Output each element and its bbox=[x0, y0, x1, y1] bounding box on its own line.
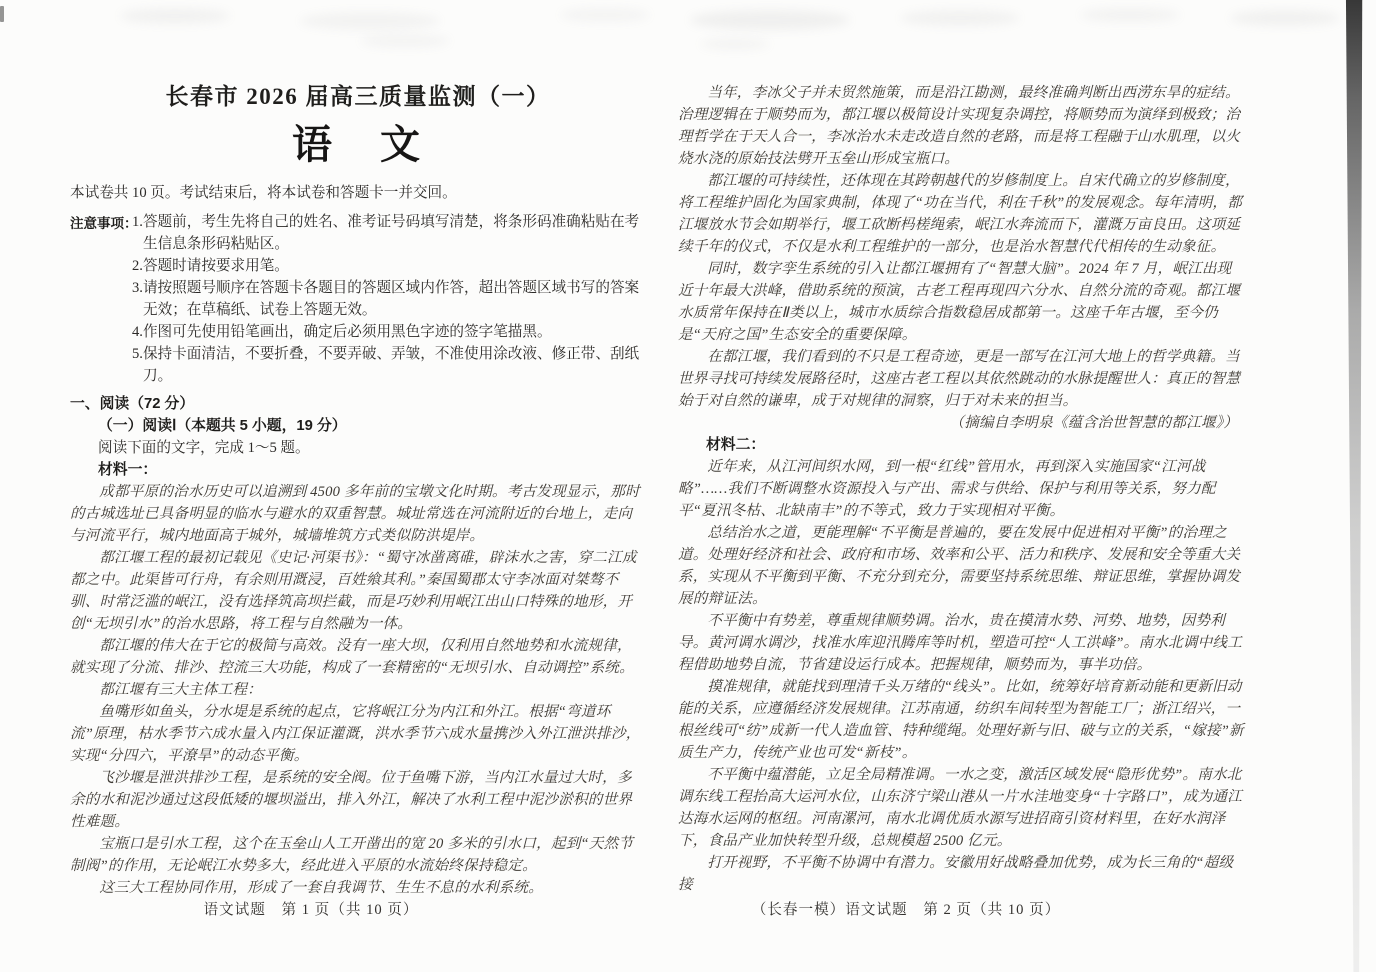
page-2 bbox=[678, 82, 1244, 896]
material-1-paragraph-1: 成都平原的治水历史可以追溯到 4500 多年前的宝墩文化时期。考古发现显示，那时的古城选址已具备明显的临水与避水的双重智慧。城址常选在河流附近的台地上，走向与河流平行，城内地面高于城外，城墙堆筑方式类似防洪堤岸。 bbox=[70, 484, 640, 544]
scan-corner-mark bbox=[0, 6, 4, 22]
material-2-paragraph-3: 不平衡中有势差，尊重规律顺势调。治水，贵在摸清水势、河势、地势，因势利导。黄河调水调沙，找准水库迎汛腾库等时机，塑造可控“人工洪峰”。南水北调中线工程借助地势自流，节省建设运行成本。把握规律，顺势而为，事半功倍。 bbox=[678, 613, 1243, 673]
notices-label: 注意事项： bbox=[70, 216, 138, 231]
material-2-label: 材料二： bbox=[706, 437, 766, 453]
page-2-footer: （长春一模）语文试题 第 2 页（共 10 页） bbox=[751, 902, 1061, 918]
material-1-continued-paragraph-3: 同时，数字孪生系统的引入让都江堰拥有了“智慧大脑”。2024 年 7 月，岷江出现近十年最大洪峰，借助系统的预演，古老工程再现四六分水、自然分流的奇观。都江堰水质常年保持在Ⅱ类以上，城市水质综合指数稳居成都第一。这座千年古堰，至今仍是“天府之国”生态安全的重要保障。 bbox=[678, 261, 1241, 343]
reading-instruction: 阅读下面的文字，完成 1～5 题。 bbox=[98, 440, 310, 456]
material-1-paragraph-5: 鱼嘴形如鱼头，分水堤是系统的起点，它将岷江分为内江和外江。根据“弯道环流”原理，枯水季节六成水量入内江保证灌溉，洪水季节六成水量携沙入外江泄洪排沙，实现“分四六，平潦旱”的动态平衡。 bbox=[70, 704, 641, 764]
notices-block bbox=[70, 211, 646, 387]
material-1-continued-paragraph-4: 在都江堰，我们看到的不只是工程奇迹，更是一部写在江河大地上的哲学典籍。当世界寻找可持续发展路径时，这座古老工程以其依然跳动的水脉提醒世人：真正的智慧始于对自然的谦卑，成于对规律的洞察，归于对未来的担当。 bbox=[678, 349, 1241, 409]
exam-title: 长春市 2026 届高三质量监测（一） bbox=[165, 84, 551, 109]
notice-item-5: 5.保持卡面清洁，不要折叠，不要弄破、弄皱，不准使用涂改液、修正带、刮纸刀。 bbox=[132, 346, 640, 384]
material-2-paragraph-1: 近年来，从江河间织水网，到一根“红线”管用水，再到深入实施国家“江河战略”……我们不断调整水资源投入与产出、需求与供给、保护与利用等关系，努力配平“夏汛冬枯、北缺南丰”的不等式，致力于实现相对平衡。 bbox=[678, 459, 1216, 519]
exam-intro: 本试卷共 10 页。考试结束后，将本试卷和答题卡一并交回。 bbox=[70, 185, 457, 201]
material-1-label: 材料一： bbox=[98, 462, 158, 478]
material-2-paragraph-4: 摸准规律，就能找到理清千头万绪的“线头”。比如，统筹好培育新动能和更新旧动能的关系，应遵循经济发展规律。江苏南通，纺织车间转型为智能工厂；浙江绍兴，一根丝线可“纺”成新一代人造血管、特种缆绳。处理好新与旧、破与立的关系，“嫁接”新质生产力，传统产业也可发“新枝”。 bbox=[678, 679, 1244, 761]
notice-item-2: 2.答题时请按要求用笔。 bbox=[132, 258, 289, 274]
material-1-paragraph-2: 都江堰工程的最初记载见《史记·河渠书》：“蜀守冰凿离碓，辟沫水之害，穿二江成都之中。此渠皆可行舟，有余则用溉浸，百姓飨其利。”秦国蜀郡太守李冰面对桀骜不驯、时常泛滥的岷江，没有选择筑高坝拦截，而是巧妙利用岷江出山口特殊的地形，开创“无坝引水”的治水思路，将工程与自然融为一体。 bbox=[70, 550, 637, 632]
material-1-continued-paragraph-2: 都江堰的可持续性，还体现在其跨朝越代的岁修制度上。自宋代确立的岁修制度，将工程维护固化为国家典制，体现了“功在当代，利在千秋”的发展观念。每年清明，都江堰放水节会如期举行，堰工砍断杩槎绳索，岷江水奔流而下，灌溉万亩良田。这项延续千年的仪式，不仅是水利工程维护的一部分，也是治水智慧代代相传的生动象征。 bbox=[678, 173, 1243, 255]
material-1-continued-paragraph-1: 当年，李冰父子并未贸然施策，而是沿江勘测，最终准确判断出西涝东旱的症结。治理逻辑在于顺势而为，都江堰以极简设计实现复杂调控，将顺势而为演绎到极致；治理哲学在于天人合一，李冰治水未走改造自然的老路，而是将工程融于山水肌理，以火烧水浇的原始技法劈开玉垒山形成宝瓶口。 bbox=[678, 85, 1241, 167]
notices-list bbox=[70, 211, 646, 387]
material-1-paragraph-4: 都江堰有三大主体工程： bbox=[99, 682, 262, 698]
subject-title: 语 文 bbox=[292, 122, 424, 167]
material-2-paragraph-5: 不平衡中蕴潜能，立足全局精准调。一水之变，激活区域发展“隐形优势”。南水北调东线工程抬高大运河水位，山东济宁梁山港从一片水洼地变身“十字路口”，成为通江达海水运网的枢纽。河南漯河，南水北调优质水源写进招商引资材料里，在好水润泽下，食品产业加快转型升级，总规模超 2500 亿元。 bbox=[678, 767, 1243, 849]
material-1-paragraph-8: 这三大工程协同作用，形成了一套自我调节、生生不息的水利系统。 bbox=[99, 880, 544, 896]
material-2-paragraph-2: 总结治水之道，更能理解“不平衡是普遍的，要在发展中促进相对平衡”的治理之道。处理好经济和社会、政府和市场、效率和公平、活力和秩序、发展和安全等重大关系，实现从不平衡到平衡、不充分到充分，需要坚持系统思维、辩证思维，掌握协调发展的辩证法。 bbox=[678, 525, 1241, 607]
material-2-paragraph-6: 打开视野，不平衡不协调中有潜力。安徽用好战略叠加优势，成为长三角的“超级接 bbox=[678, 855, 1234, 893]
page-1 bbox=[70, 82, 646, 899]
page-1-footer: 语文试题 第 1 页（共 10 页） bbox=[203, 902, 419, 918]
material-1-attribution: （摘编自李明泉《蕴含治世智慧的都江堰》） bbox=[949, 415, 1238, 431]
material-1-paragraph-6: 飞沙堰是泄洪排沙工程，是系统的安全阀。位于鱼嘴下游，当内江水量过大时，多余的水和泥沙通过这段低矮的堰坝溢出，排入外江，解决了水利工程中泥沙淤积的世界性难题。 bbox=[70, 770, 633, 830]
notice-item-4: 4.作图可先使用铅笔画出，确定后必须用黑色字迹的签字笔描黑。 bbox=[132, 324, 552, 340]
notice-item-3: 3.请按照题号顺序在答题卡各题目的答题区域内作答，超出答题区域书写的答案无效；在草稿纸、试卷上答题无效。 bbox=[132, 280, 640, 318]
subsection-heading: （一）阅读Ⅰ（本题共 5 小题，19 分） bbox=[98, 418, 347, 434]
material-1-paragraph-3: 都江堰的伟大在于它的极简与高效。没有一座大坝，仅利用自然地势和水流规律，就实现了分流、排沙、控流三大功能，构成了一套精密的“无坝引水、自动调控”系统。 bbox=[70, 638, 635, 676]
section-heading: 一、阅读（72 分） bbox=[70, 396, 195, 412]
notice-item-1: 1.答题前，考生先将自己的姓名、准考证号码填写清楚，将条形码准确粘贴在考生信息条形码粘贴区。 bbox=[132, 214, 640, 252]
scan-edge-shadow bbox=[1342, 0, 1364, 972]
material-1-paragraph-7: 宝瓶口是引水工程，这个在玉垒山人工开凿出的宽 20 多米的引水口，起到“天然节制阀”的作用，无论岷江水势多大，经此进入平原的水流始终保持稳定。 bbox=[70, 836, 634, 874]
